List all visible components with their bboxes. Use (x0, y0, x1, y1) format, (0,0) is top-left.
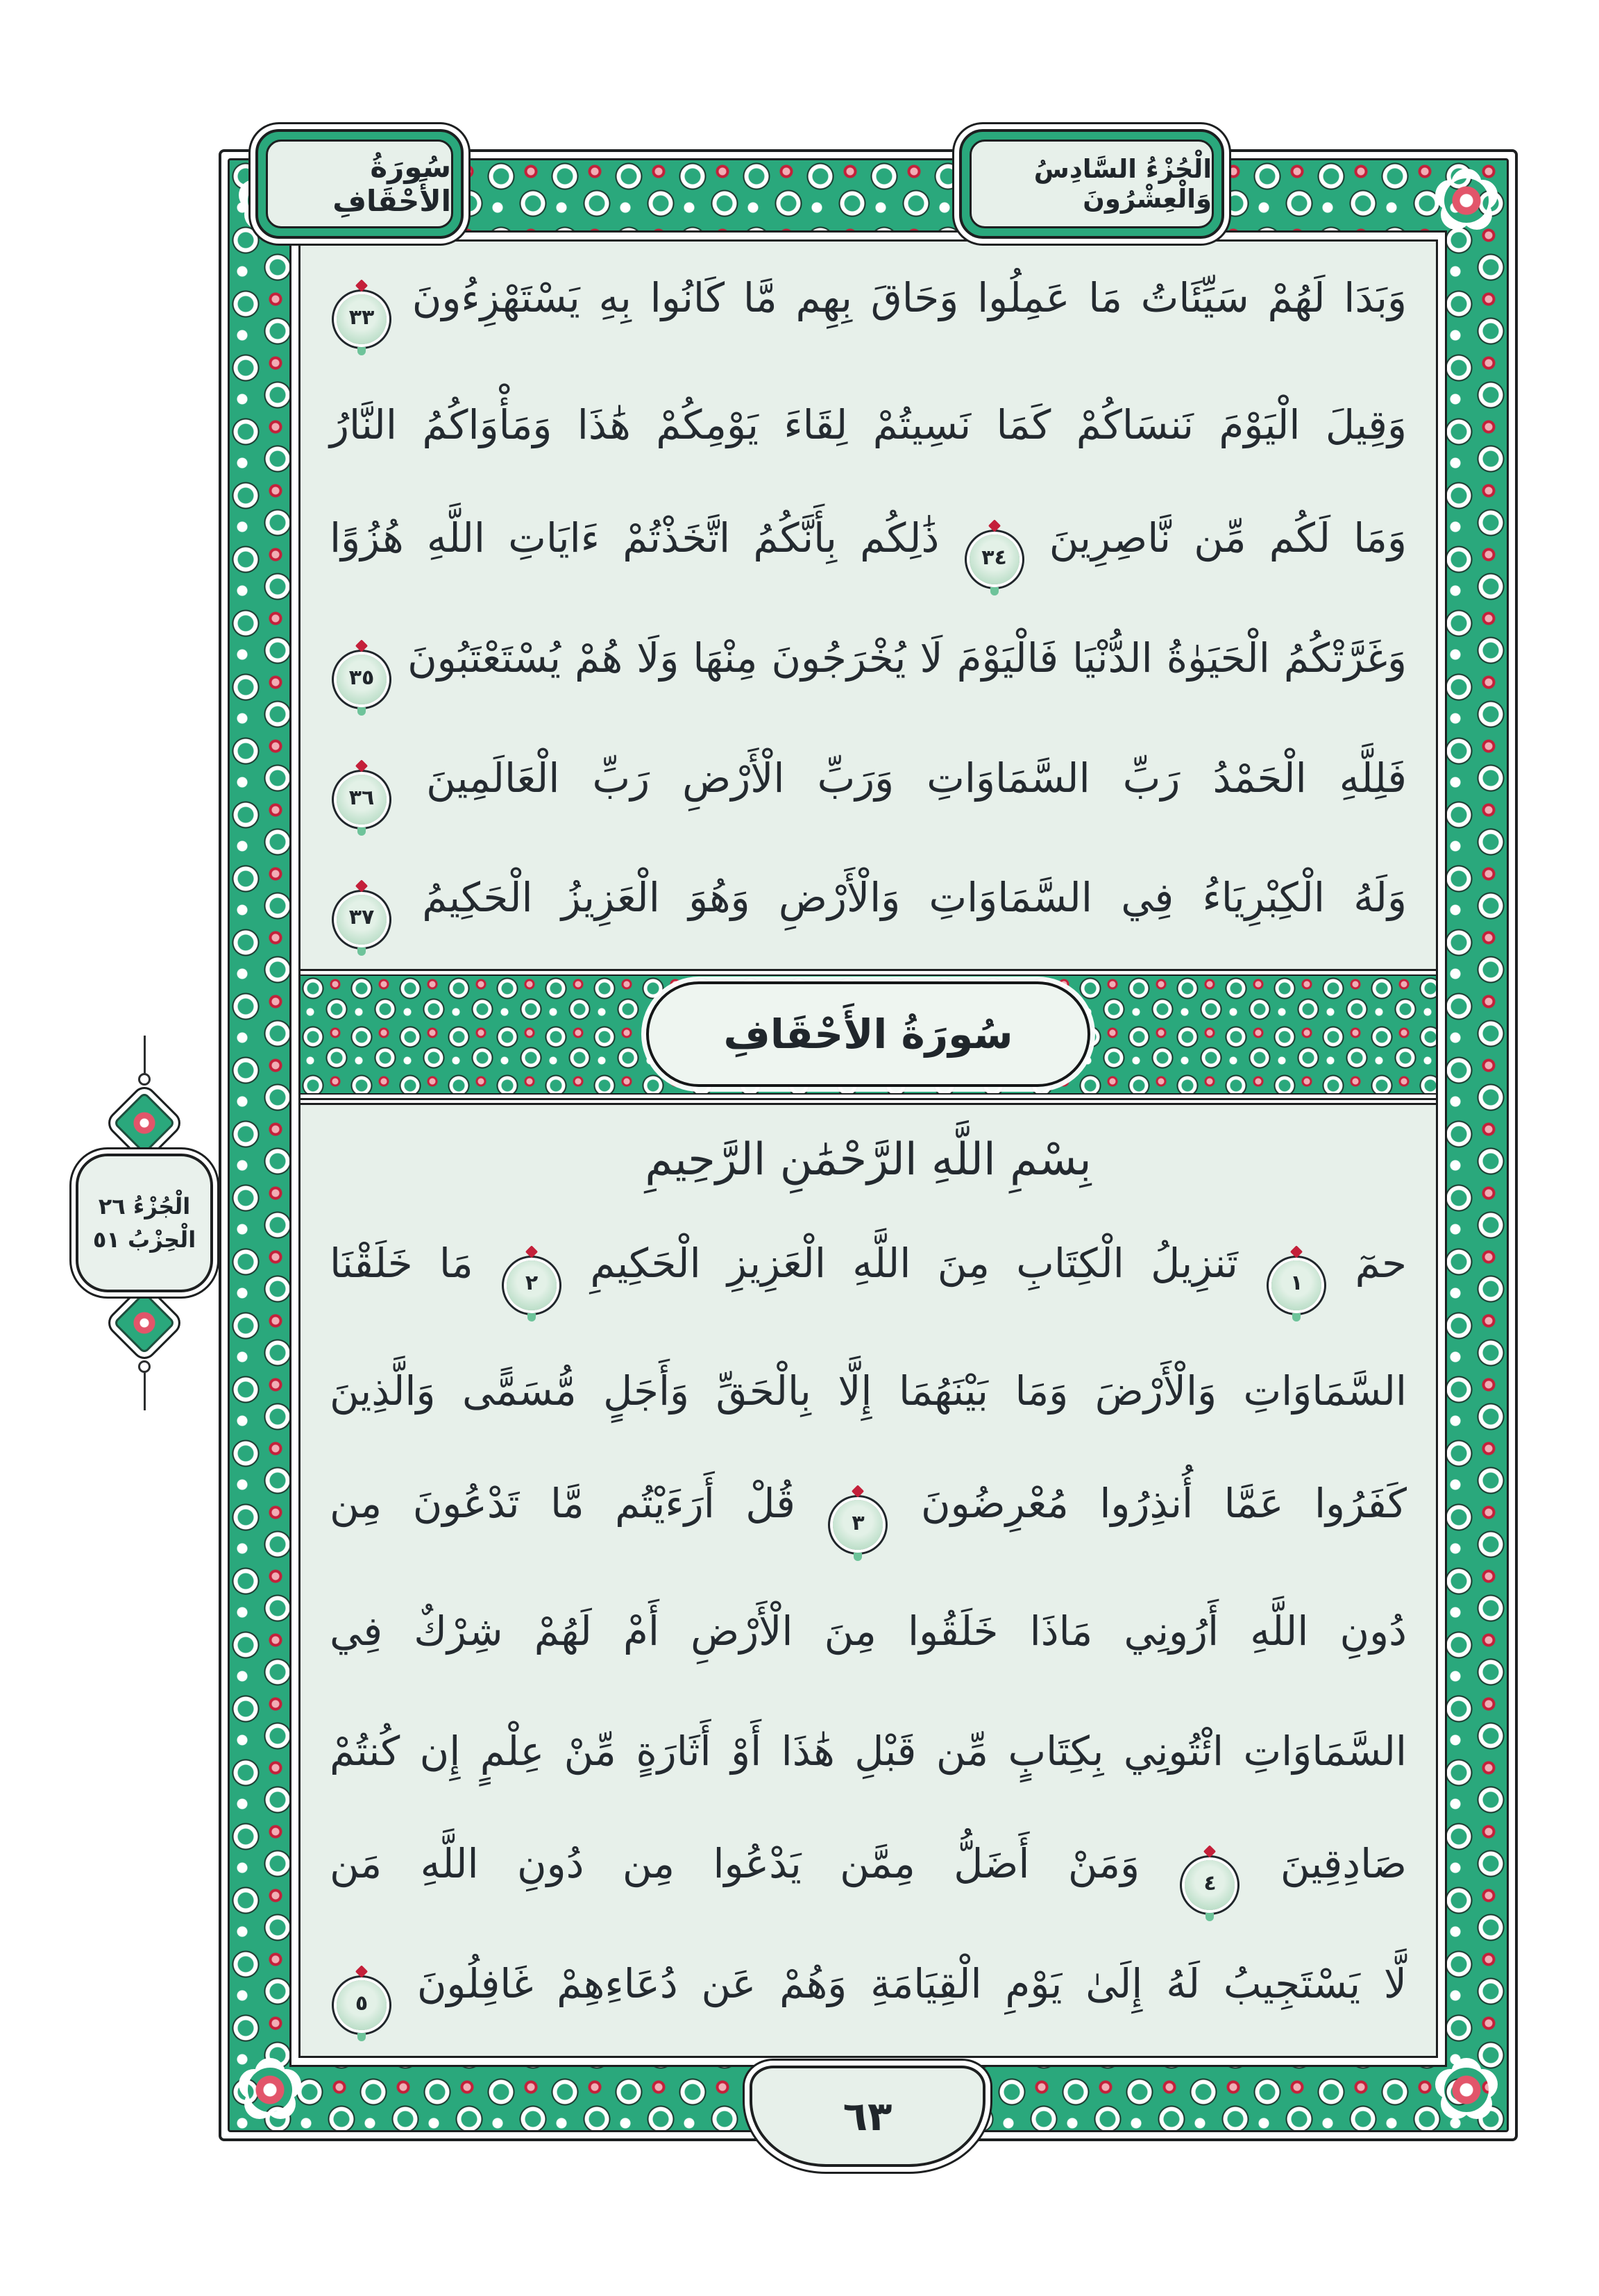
verse-marker (1185, 1860, 1235, 1910)
juz-header-label: الْجُزْءُ السَّادِسُ وَالْعِشْرُونَ (1033, 154, 1212, 214)
quran-line (330, 1571, 1407, 1691)
verse-marker (337, 895, 387, 945)
quran-line (330, 366, 1407, 486)
ornamental-frame (219, 149, 1518, 2141)
quran-line (330, 726, 1407, 846)
flower-icon (117, 1296, 171, 1350)
quran-line (330, 246, 1407, 366)
flower-icon (1444, 178, 1489, 223)
verse-marker (337, 775, 387, 825)
verse-number: ٣٥ (348, 665, 375, 690)
verse-number: ٣ (852, 1511, 865, 1536)
page-number-cartouche (750, 2066, 985, 2167)
ayah-text: السَّمَاوَاتِ وَالْأَرْضَ وَمَا بَيْنَهُمَا إِلَّا بِالْحَقِّ وَأَجَلٍ مُّسَمًّى وَالَّذِينَ (330, 1367, 1407, 1415)
verse-number: ٥ (355, 1991, 369, 2016)
ayah-text: وَمَنْ أَضَلُّ مِمَّن يَدْعُوا مِن دُونِ اللَّهِ مَن (330, 1839, 1140, 1887)
verse-marker (1271, 1260, 1321, 1310)
juz-hizb-medallion (76, 1154, 213, 1292)
ayah-text: فَلِلَّهِ الْحَمْدُ رَبِّ السَّمَاوَاتِ وَرَبِّ الْأَرْضِ رَبِّ الْعَالَمِينَ (426, 754, 1407, 802)
page-number: ٦٣ (843, 2093, 892, 2140)
ayah-text: وَقِيلَ الْيَوْمَ نَنسَاكُمْ كَمَا نَسِيتُمْ لِقَاءَ يَوْمِكُمْ هَٰذَا وَمَأْوَاكُمُ النَّارُ (330, 401, 1407, 449)
verse-marker (337, 1980, 387, 2030)
quran-line (330, 606, 1407, 726)
ornament-hairline (144, 1365, 146, 1410)
quran-line (330, 1212, 1407, 1332)
ayah-text: دُونِ اللَّهِ أَرُونِي مَاذَا خَلَقُوا مِنَ الْأَرْضِ أَمْ لَهُمْ شِرْكٌ فِي (330, 1607, 1407, 1655)
ayah-text: وَلَهُ الْكِبْرِيَاءُ فِي السَّمَاوَاتِ وَالْأَرْضِ وَهُوَ الْعَزِيزُ الْحَكِيمُ (422, 874, 1407, 922)
ornament-hairline (144, 1036, 146, 1081)
flower-icon (117, 1096, 171, 1150)
ayah-text: السَّمَاوَاتِ ائْتُونِي بِكِتَابٍ مِّن قَبْلِ هَٰذَا أَوْ أَثَارَةٍ مِّنْ عِلْمٍ إِن كُنتُمْ (330, 1727, 1407, 1775)
quran-line (330, 1451, 1407, 1571)
juz-number-label: الْجُزْءُ ٢٦ (98, 1193, 191, 1219)
ayah-text: وَغَرَّتْكُمُ الْحَيَوٰةُ الدُّنْيَا فَالْيَوْمَ لَا يُخْرَجُونَ مِنْهَا وَلَا هُمْ يُسْتَعْتَبُونَ (407, 634, 1407, 682)
hizb-number-label: الْحِزْبُ ٥١ (92, 1226, 196, 1253)
verse-number: ٣٣ (348, 305, 375, 330)
juz-header-cartouche (959, 129, 1224, 239)
ayah-text: تَنزِيلُ الْكِتَابِ مِنَ اللَّهِ الْعَزِيزِ الْحَكِيمِ (590, 1240, 1238, 1288)
flower-icon (1444, 2068, 1489, 2112)
quran-line (330, 846, 1407, 966)
ayah-text: لَّا يَسْتَجِيبُ لَهُ إِلَىٰ يَوْمِ الْقِيَامَةِ وَهُمْ عَن دُعَاءِهِمْ غَافِلُونَ (416, 1959, 1407, 2007)
verse-marker (337, 655, 387, 704)
quran-line (330, 1691, 1407, 1812)
quran-line (330, 1932, 1407, 2052)
quran-line (330, 1331, 1407, 1451)
verse-marker (833, 1500, 883, 1550)
verse-marker (337, 294, 387, 344)
ayah-text: ذَٰلِكُم بِأَنَّكُمُ اتَّخَذْتُمْ ءَايَاتِ اللَّهِ هُزُوًا (330, 514, 940, 562)
ayah-text: حمٓ (1355, 1240, 1407, 1288)
verse-number: ٣٧ (348, 905, 375, 930)
quran-text-panel (298, 239, 1438, 2058)
ayah-text: وَمَا لَكُم مِّن نَّاصِرِينَ (1049, 514, 1407, 562)
surah-header-label: سُورَةُ الأَحْقَافِ (332, 150, 451, 218)
ayah-text: كَفَرُوا عَمَّا أُنذِرُوا مُعْرِضُونَ (920, 1480, 1407, 1528)
juz-hizb-marker (75, 1036, 214, 1410)
verse-number: ٣٦ (348, 785, 375, 810)
banner-cartouche (646, 981, 1090, 1087)
bismillah-text: بِسْمِ اللَّهِ الرَّحْمَٰنِ الرَّحِيمِ (645, 1133, 1092, 1185)
quran-line (330, 486, 1407, 606)
verse-number: ٤ (1203, 1871, 1217, 1896)
verse-number: ٣٤ (981, 545, 1007, 570)
diamond-flower-icon (103, 1282, 186, 1365)
diamond-flower-icon (103, 1082, 186, 1165)
verse-number: ٢ (525, 1271, 539, 1296)
verse-marker (970, 534, 1020, 584)
bismillah-row (330, 1108, 1407, 1212)
surah-title-banner (301, 969, 1436, 1105)
ayah-text: قُلْ أَرَءَيْتُم مَّا تَدْعُونَ مِن (330, 1480, 795, 1528)
banner-arabesque-band (301, 974, 1436, 1095)
verse-marker (507, 1260, 557, 1310)
ayah-text: وَبَدَا لَهُمْ سَيِّئَاتُ مَا عَمِلُوا وَحَاقَ بِهِم مَّا كَانُوا بِهِ يَسْتَهْزِءُونَ (412, 273, 1407, 321)
surah-title: سُورَةُ الأَحْقَافِ (723, 1011, 1013, 1058)
quran-line (330, 1812, 1407, 1932)
ayah-text: مَا خَلَقْنَا (330, 1240, 473, 1288)
surah-header-cartouche (255, 129, 464, 239)
verse-number: ١ (1290, 1271, 1303, 1296)
flower-icon (248, 2068, 292, 2112)
ayah-text: صَادِقِينَ (1280, 1839, 1407, 1887)
